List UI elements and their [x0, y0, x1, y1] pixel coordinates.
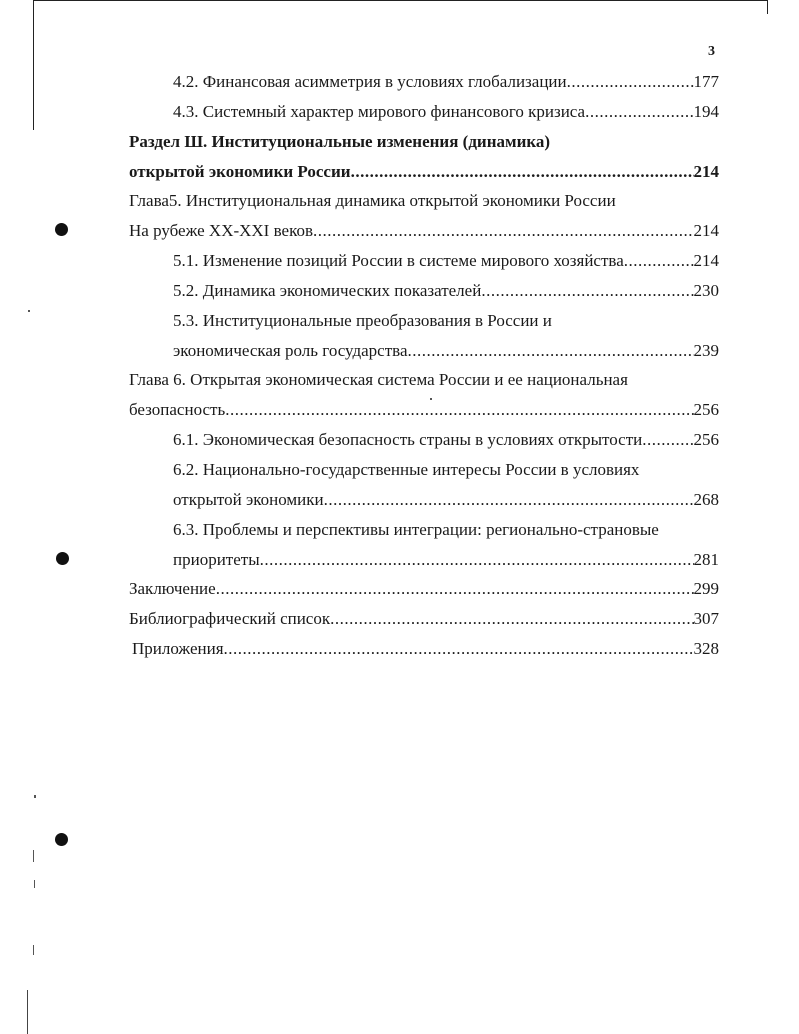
toc-entry-page: 307 [693, 609, 719, 628]
punch-hole-icon [55, 833, 68, 846]
toc-entry-page: 256 [693, 400, 719, 419]
scan-speck [33, 945, 34, 955]
toc-entry-title: Приложения [132, 639, 224, 658]
scan-speck [33, 850, 34, 862]
toc-entry-title: 5.3. Институциональные преобразования в России и [173, 311, 552, 330]
toc-entry-title: 5.1. Изменение позиций России в системе мирового хозяйства [173, 251, 624, 270]
toc-entry-title: Глава 6. Открытая экономическая система России и ее национальная [129, 370, 628, 389]
toc-leader-dots [224, 639, 694, 659]
toc-entry-page: 299 [693, 579, 719, 598]
toc-entry [173, 72, 719, 92]
toc-entry-title: открытой экономики России [129, 162, 351, 181]
toc-entry [132, 639, 719, 659]
toc-entry-title: 4.3. Системный характер мирового финансового кризиса [173, 102, 586, 121]
toc-section-heading [129, 132, 550, 152]
toc-entry-title: 6.1. Экономическая безопасность страны в условиях открытости [173, 430, 643, 449]
scan-speck [34, 795, 36, 798]
toc-leader-dots [313, 221, 694, 241]
toc-leader-dots [330, 609, 693, 629]
toc-subsection-heading [173, 460, 639, 480]
toc-entry-page: 281 [693, 550, 719, 569]
toc-entry [173, 251, 719, 271]
toc-entry-page: 256 [693, 430, 719, 449]
toc-leader-dots [481, 281, 693, 301]
toc-leader-dots [408, 341, 694, 361]
scan-edge-top [33, 0, 768, 1]
toc-entry-page: 194 [693, 102, 719, 121]
toc-entry [173, 102, 719, 122]
toc-entry [173, 341, 719, 361]
toc-entry-title: Заключение [129, 579, 216, 598]
toc-entry-title: 5.2. Динамика экономических показателей [173, 281, 482, 300]
toc-entry-title: 6.2. Национально-государственные интересы России в условиях [173, 460, 640, 479]
toc-entry-page: 268 [693, 490, 719, 509]
toc-entry [173, 490, 719, 510]
toc-entry [129, 162, 719, 182]
toc-leader-dots [260, 550, 694, 570]
toc-entry-title: Библиографический список [129, 609, 331, 628]
toc-entry-title: открытой экономики [173, 490, 324, 509]
toc-entry-page: 239 [693, 341, 719, 360]
scan-edge-right [767, 0, 768, 14]
toc-leader-dots [585, 102, 693, 122]
toc-subsection-heading [173, 311, 552, 331]
toc-entry-title: 4.2. Финансовая асимметрия в условиях глобализации [173, 72, 567, 91]
toc-leader-dots [624, 251, 694, 271]
toc-chapter-heading [129, 370, 628, 390]
toc-entry [173, 281, 719, 301]
toc-entry-title: безопасность [129, 400, 226, 419]
scan-speck [28, 310, 30, 312]
toc-entry [173, 430, 719, 450]
toc-entry [129, 609, 719, 629]
scan-edge-left-low [27, 990, 28, 1034]
toc-leader-dots [351, 162, 694, 182]
toc-entry-page: 214 [693, 251, 719, 270]
toc-entry-title: Глава5. Институциональная динамика открытой экономики России [129, 191, 616, 210]
toc-entry-page: 177 [693, 72, 719, 91]
toc-entry [173, 550, 719, 570]
toc-entry-page: 214 [693, 221, 719, 240]
punch-hole-icon [55, 223, 68, 236]
toc-leader-dots [216, 579, 694, 599]
toc-entry [129, 221, 719, 241]
toc-entry-page: 328 [693, 639, 719, 658]
toc-leader-dots [324, 490, 694, 510]
punch-hole-icon [56, 552, 69, 565]
toc-entry [129, 400, 719, 420]
page-number: 3 [708, 44, 715, 59]
toc-subsection-heading [173, 520, 659, 540]
toc-entry [129, 579, 719, 599]
toc-entry-title: приоритеты [173, 550, 260, 569]
scan-edge-left [33, 0, 34, 130]
toc-leader-dots [225, 400, 693, 420]
toc-leader-dots [642, 430, 693, 450]
scan-speck [34, 880, 35, 888]
toc-entry-title: экономическая роль государства [173, 341, 408, 360]
toc-leader-dots [567, 72, 694, 92]
toc-entry-page: 214 [693, 162, 719, 181]
toc-entry-title: Раздел Ш. Институциональные изменения (динамика) [129, 132, 551, 151]
toc-entry-page: 230 [693, 281, 719, 300]
toc-entry-title: 6.3. Проблемы и перспективы интеграции: регионально-страновые [173, 520, 659, 539]
toc-entry-title: На рубеже XX-XXI веков [129, 221, 313, 240]
toc-chapter-heading [129, 191, 616, 211]
